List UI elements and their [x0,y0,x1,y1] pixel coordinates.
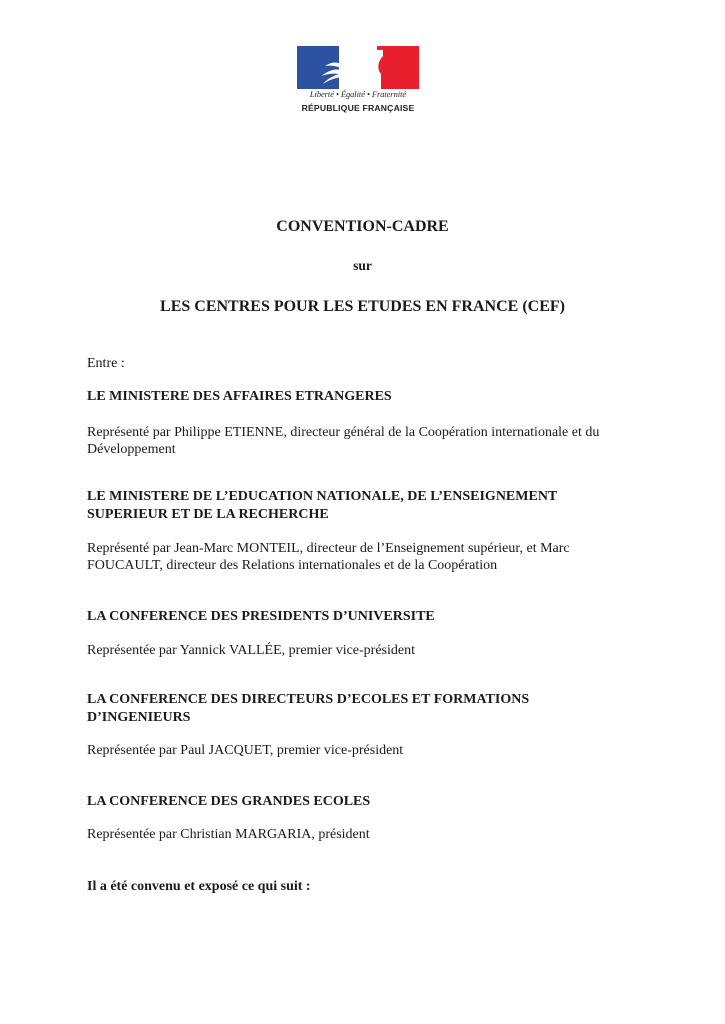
document-subtitle: LES CENTRES POUR LES ETUDES EN FRANCE (CEF) [160,298,565,315]
party-representative: Développement [87,442,176,457]
republique-francaise-logo [296,46,420,118]
party-representative: Représenté par Philippe ETIENNE, directeur général de la Coopération internationale et du [87,425,600,440]
party-name: LE MINISTERE DE L’EDUCATION NATIONALE, DE L’ENSEIGNEMENT [87,489,558,504]
motto-text: Liberté • Égalité • Fraternité [309,90,407,99]
party-representative: Représentée par Christian MARGARIA, président [87,827,370,842]
document-title: CONVENTION-CADRE [276,218,449,235]
party-representative: Représentée par Yannick VALLÉE, premier vice-président [87,643,415,658]
party-name: D’INGENIEURS [87,710,191,725]
party-name: LA CONFERENCE DES DIRECTEURS D’ECOLES ET FORMATIONS [87,692,530,707]
party-representative: Représenté par Jean-Marc MONTEIL, directeur de l’Enseignement supérieur, et Marc [87,541,570,556]
party-name: LA CONFERENCE DES PRESIDENTS D’UNIVERSITE [87,609,435,624]
party-name: SUPERIEUR ET DE LA RECHERCHE [87,507,329,522]
party-name: LE MINISTERE DES AFFAIRES ETRANGERES [87,389,392,404]
marianne-flag-icon [297,46,419,89]
party-representative: Représentée par Paul JACQUET, premier vice-président [87,743,404,758]
party-representative: FOUCAULT, directeur des Relations internationales et de la Coopération [87,558,498,573]
intro-text: Entre : [87,356,125,371]
republique-francaise-text: RÉPUBLIQUE FRANÇAISE [301,103,415,113]
closing-statement: Il a été convenu et exposé ce qui suit : [87,879,311,894]
document-title-connector: sur [353,258,372,273]
party-name: LA CONFERENCE DES GRANDES ECOLES [87,794,371,809]
